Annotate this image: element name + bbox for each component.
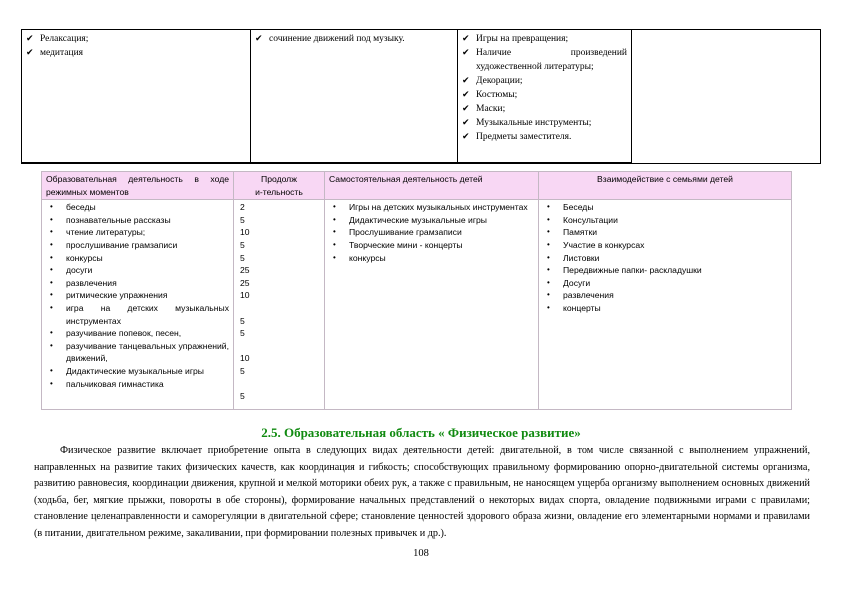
duration-value: 5: [240, 315, 245, 326]
list-item: ✔ Музыкальные инструменты;: [462, 116, 627, 130]
col1-list: [26, 32, 246, 60]
family-item: • Памятки: [543, 226, 787, 239]
list-item: ✔ медитация: [26, 46, 246, 60]
regime-item: • чтение литературы;: [46, 226, 229, 239]
duration-value: [238, 340, 320, 353]
regime-item: • разучивание попевок, песен,: [46, 327, 229, 340]
family-item: • Досуги: [543, 277, 787, 290]
regime-item: • познавательные рассказы: [46, 214, 229, 227]
duration-value: 5: [240, 365, 245, 376]
col2-list: [255, 32, 453, 46]
regime-item: • ритмические упражнения: [46, 289, 229, 302]
duration-value: 5: [240, 214, 245, 225]
duration-value: 5: [240, 328, 245, 339]
regime-item: • развлечения: [46, 277, 229, 290]
duration-cell: [234, 200, 325, 410]
duration-value: 10: [240, 353, 250, 364]
regime-item: • прослушивание грамзаписи: [46, 239, 229, 252]
top-table-col3: [458, 30, 632, 164]
duration-list: [238, 201, 320, 403]
independent-item: • Игры на детских музыкальных инструментах: [329, 201, 534, 214]
top-table-col1: [22, 30, 251, 164]
duration-value: 25: [240, 265, 250, 276]
page-number: 108: [413, 548, 429, 559]
family-item: • Консультации: [543, 214, 787, 227]
section-heading: 2.5. Образовательная область « Физическое развитие»: [261, 425, 581, 440]
regime-item: • Дидактические музыкальные игры: [46, 365, 229, 378]
regime-item: • конкурсы: [46, 252, 229, 265]
independent-item: • Творческие мини - концерты: [329, 239, 534, 252]
family-item: • развлечения: [543, 289, 787, 302]
duration-value: 5: [240, 239, 245, 250]
regime-item: • беседы: [46, 201, 229, 214]
duration-value: 5: [240, 391, 245, 402]
col3-list: [462, 32, 627, 144]
family-item: • Участие в конкурсах: [543, 239, 787, 252]
regime-cell: [42, 200, 234, 410]
independent-item: • Дидактические музыкальные игры: [329, 214, 534, 227]
header-duration: Продолж и-тельность: [234, 172, 325, 200]
top-table-col4: [632, 30, 821, 164]
duration-value: 25: [240, 277, 250, 288]
duration-value: [238, 378, 320, 391]
header-independent: Самостоятельная деятельность детей: [325, 172, 539, 200]
regime-item: • досуги: [46, 264, 229, 277]
regime-item: • пальчиковая гимнастика: [46, 378, 229, 391]
regime-item: • игра на детских музыкальных инструментах: [46, 302, 229, 327]
family-item: • концерты: [543, 302, 787, 315]
family-item: • Листовки: [543, 252, 787, 265]
top-table-col2: [251, 30, 458, 164]
duration-value: [238, 302, 320, 315]
list-item: ✔ Релаксация;: [26, 32, 246, 46]
independent-cell: [325, 200, 539, 410]
list-item: ✔ Наличие произведений художественной литературы;: [462, 46, 627, 74]
list-item: ✔ сочинение движений под музыку.: [255, 32, 453, 46]
section-paragraph: Физическое развитие включает приобретение опыта в следующих видах деятельности детей: двигательной, в том числе связанной с выполнением упражнений, направленных на развитие таких физических качеств, как координация и гибкость; способствующих правильному формированию опорно-двигательной системы организма, развитию равновесия, координации движения, крупной и мелкой моторики обеих рук, а также с правильным, не наносящем ущерба организму выполнением основных движений (ходьба, бег, мягкие прыжки, повороты в обе стороны), формирование начальных представлений о некоторых видах спорта, овладение подвижными играми с правилами; становление целенаправленности и саморегуляции в двигательной сфере; становление ценностей здорового образа жизни, овладение его элементарными нормами и правилами (в питании, двигательном режиме, закаливании, при формировании полезных привычек и др.).: [34, 445, 810, 539]
independent-item: • Прослушивание грамзаписи: [329, 226, 534, 239]
regime-list: [46, 201, 229, 390]
independent-item: • конкурсы: [329, 252, 534, 265]
family-item: • Беседы: [543, 201, 787, 214]
list-item: ✔ Маски;: [462, 102, 627, 116]
independent-list: [329, 201, 534, 264]
duration-value: 10: [240, 227, 250, 238]
list-item: ✔ Костюмы;: [462, 88, 627, 102]
duration-value: 10: [240, 290, 250, 301]
header-regime: Образовательная деятельность в ходе режимных моментов: [42, 172, 234, 200]
header-family: Взаимодействие с семьями детей: [539, 172, 792, 200]
family-list: [543, 201, 787, 314]
regime-item: • разучивание танцевальных упражнений, движений,: [46, 340, 229, 365]
list-item: ✔ Игры на превращения;: [462, 32, 627, 46]
list-item: ✔ Декорации;: [462, 74, 627, 88]
list-item: ✔ Предметы заместителя.: [462, 130, 627, 144]
duration-value: 5: [240, 252, 245, 263]
family-item: • Передвижные папки- раскладушки: [543, 264, 787, 277]
top-table: [21, 29, 821, 164]
duration-value: 2: [240, 202, 245, 213]
family-cell: [539, 200, 792, 410]
activity-table: [41, 171, 792, 410]
